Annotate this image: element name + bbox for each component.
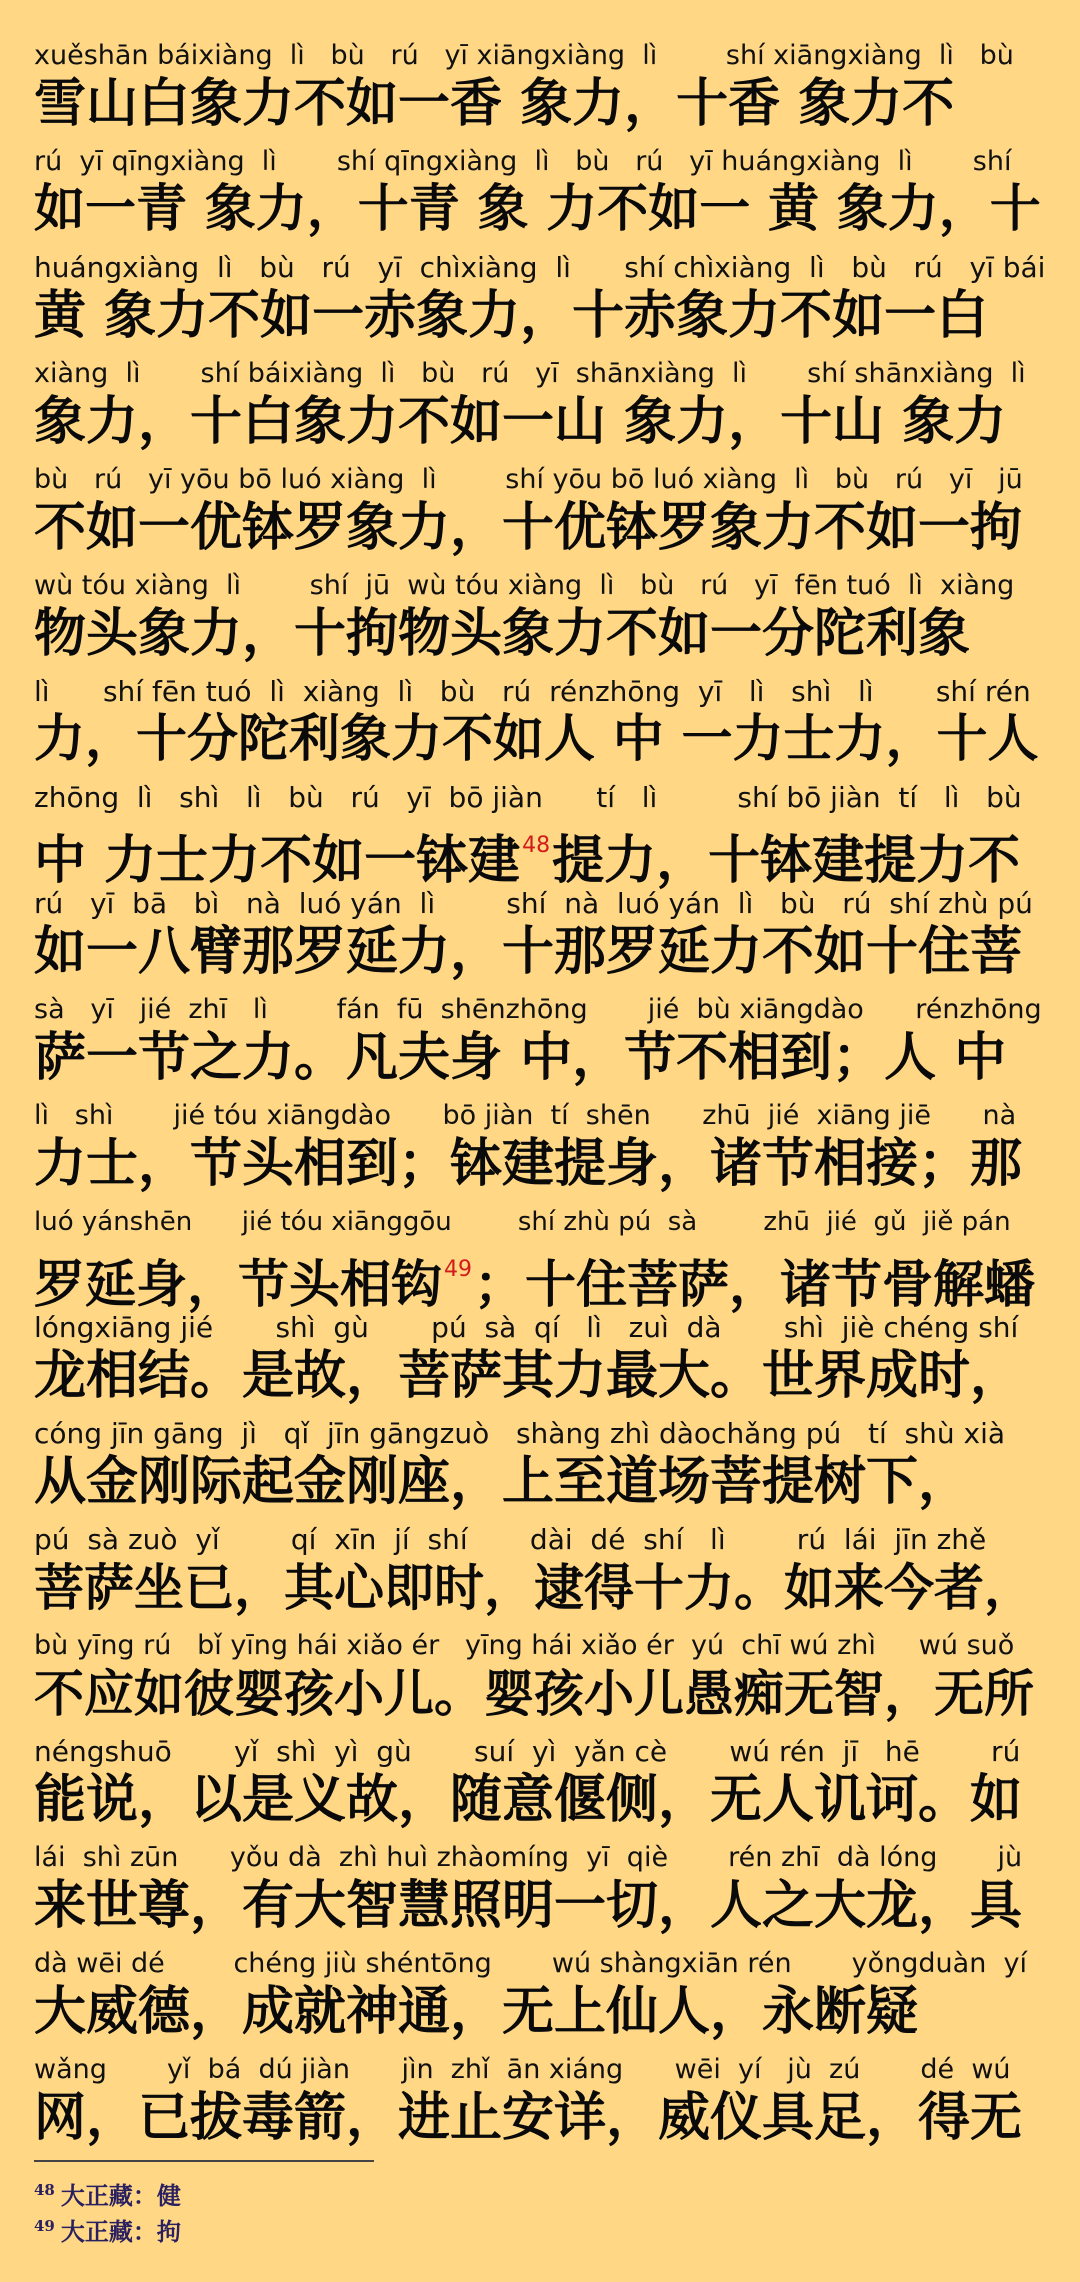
hanzi-line: [34, 1664, 1046, 1724]
text-line: [34, 780, 1046, 891]
hanzi-text: 不如一优钵罗象力，十优钵罗象力不如一拘: [34, 498, 1023, 558]
hanzi-text: 黄 象力不如一赤象力，十赤象力不如一白: [34, 286, 989, 346]
hanzi-text: 力，十分陀利象力不如人 中 一力士力，十人: [34, 710, 1039, 769]
pinyin-line: bù yīng rú bǐ yīng hái xiǎo ér yīng hái xiǎo ér yú chī wú zhì wú suǒ: [34, 1630, 1015, 1661]
pinyin-line: cóng jīn gāng jì qǐ jīn gāngzuò shàng zhì dàochǎng pú tí shù xià: [34, 1417, 1006, 1450]
text-line: [34, 1734, 1046, 1840]
hanzi-text-tail: 提力，十钵建提力不: [552, 831, 1021, 891]
footnote-text: 大正藏：拘: [60, 2217, 181, 2246]
hanzi-line: [34, 498, 1046, 558]
hanzi-text: 大威德，成就神通，无上仙人，永断疑: [34, 1982, 919, 2042]
hanzi-line: [34, 710, 1046, 770]
footnote-item: [34, 2208, 634, 2244]
hanzi-text: 菩萨坐已，其心即时，逮得十力。如来今者，: [34, 1559, 1034, 1617]
text-line: [34, 1416, 1046, 1522]
pinyin-line: zhōng lì shì lì bù rú yī bō jiàn tí lì shí bō jiàn tí lì bù: [34, 781, 1022, 814]
pinyin-line: luó yánshēn jié tóu xiānggōu shí zhù pú sà zhū jié gǔ jiě pán: [34, 1207, 1011, 1237]
pinyin-line: xiàng lì shí báixiàng lì bù rú yī shānxiàng lì shí shānxiàng lì: [34, 358, 1026, 389]
pinyin-line: lì shí fēn tuó lì xiàng lì bù rú rénzhōng yī lì shì lì shí rén: [34, 675, 1031, 708]
hanzi-text-tail: ；十住菩萨，诸节骨解蟠: [474, 1256, 1036, 1315]
text-line: [34, 886, 1046, 992]
hanzi-line: [34, 1134, 1046, 1194]
hanzi-text: 来世尊，有大智慧照明一切，人之大龙，具: [34, 1876, 1023, 1936]
hanzi-text: 物头象力，十拘物头象力不如一分陀利象: [34, 604, 971, 664]
hanzi-line: [34, 392, 1046, 452]
hanzi-line: [34, 816, 1046, 891]
hanzi-line: [34, 1982, 1046, 2042]
hanzi-line: [34, 1346, 1046, 1406]
pinyin-line: sà yī jié zhī lì fán fū shēnzhōng jié bù xiāngdào rénzhōng: [34, 994, 1042, 1025]
footnote-text: 大正藏：健: [60, 2181, 181, 2210]
text-line: [34, 568, 1046, 674]
footnote-number: 49: [34, 2217, 55, 2235]
hanzi-line: [34, 1558, 1046, 1618]
footnote-item: [34, 2172, 634, 2208]
text-line: [34, 674, 1046, 780]
footnote-marker[interactable]: 48: [522, 833, 551, 858]
hanzi-text: 网，已拔毒箭，进止安详，威仪具足，得无: [34, 2088, 1023, 2148]
text-line: [34, 1840, 1046, 1946]
text-line: [34, 356, 1046, 462]
pinyin-line: huángxiàng lì bù rú yī chìxiàng lì shí chìxiàng lì bù rú yī bái: [34, 251, 1046, 284]
pinyin-line: wǎng yǐ bá dú jiàn jìn zhǐ ān xiáng wēi yí jù zú dé wú: [34, 2054, 1011, 2085]
hanzi-line: [34, 180, 1046, 240]
hanzi-line: [34, 922, 1046, 982]
text-line: [34, 1628, 1046, 1734]
hanzi-line: [34, 2088, 1046, 2148]
text-line: [34, 1098, 1046, 1204]
footnote-marker[interactable]: 49: [444, 1257, 473, 1282]
hanzi-line: [34, 1876, 1046, 1936]
scripture-text: [34, 38, 1046, 2158]
hanzi-text: 如一八臂那罗延力，十那罗延力不如十住菩: [34, 922, 1023, 982]
text-line: [34, 2052, 1046, 2158]
pinyin-line: xuěshān báixiàng lì bù rú yī xiāngxiàng lì shí xiāngxiàng lì bù: [34, 40, 1014, 71]
text-line: [34, 992, 1046, 1098]
text-line: [34, 1204, 1046, 1315]
text-line: [34, 462, 1046, 568]
hanzi-line: [34, 1028, 1046, 1088]
hanzi-text: 不应如彼婴孩小儿。婴孩小儿愚痴无智，无所: [34, 1665, 1034, 1723]
hanzi-text: 象力，十白象力不如一山 象力，十山 象力: [34, 392, 1007, 452]
pinyin-line: néngshuō yǐ shì yì gù suí yì yǎn cè wú rén jī hē rú: [34, 1735, 1021, 1768]
hanzi-text: 雪山白象力不如一香 象力，十香 象力不: [34, 74, 955, 134]
hanzi-line: [34, 1452, 1046, 1512]
text-line: [34, 1946, 1046, 2052]
hanzi-line: [34, 604, 1046, 664]
pinyin-line: lóngxiāng jié shì gù pú sà qí lì zuì dà shì jiè chéng shí: [34, 1311, 1019, 1344]
pinyin-line: lái shì zūn yǒu dà zhì huì zhàomíng yī qiè rén zhī dà lóng jù: [34, 1842, 1023, 1873]
pinyin-line: dà wēi dé chéng jiù shéntōng wú shàngxiān rén yǒngduàn yí: [34, 1948, 1027, 1979]
pinyin-line: pú sà zuò yǐ qí xīn jí shí dài dé shí lì rú lái jīn zhě: [34, 1523, 987, 1556]
hanzi-line: [34, 1770, 1046, 1830]
hanzi-text: 中 力士力不如一钵建: [34, 831, 521, 891]
hanzi-text: 从金刚际起金刚座，上至道场菩提树下，: [34, 1452, 971, 1512]
hanzi-text: 能说，以是义故，随意偃侧，无人讥诃。如: [34, 1770, 1023, 1830]
pinyin-line: rú yī qīngxiàng lì shí qīngxiàng lì bù rú yī huángxiàng lì shí: [34, 146, 1012, 177]
pinyin-line: wù tóu xiàng lì shí jū wù tóu xiàng lì bù rú yī fēn tuó lì xiàng: [34, 570, 1015, 601]
footnote-divider: [34, 2160, 374, 2162]
hanzi-text: 罗延身，节头相钩: [34, 1256, 443, 1315]
text-line: [34, 1522, 1046, 1628]
hanzi-text: 如一青 象力，十青 象 力不如一 黄 象力，十: [34, 180, 1041, 239]
hanzi-text: 力士，节头相到；钵建提身，诸节相接；那: [34, 1134, 1023, 1194]
text-line: [34, 144, 1046, 250]
hanzi-line: [34, 1240, 1046, 1315]
text-line: [34, 38, 1046, 144]
hanzi-line: [34, 286, 1046, 346]
hanzi-text: 萨一节之力。凡夫身 中，节不相到；人 中: [34, 1028, 1007, 1088]
text-line: [34, 1310, 1046, 1416]
pinyin-line: lì shì jié tóu xiāngdào bō jiàn tí shēn zhū jié xiāng jiē nà: [34, 1100, 1017, 1131]
hanzi-line: [34, 74, 1046, 134]
text-line: [34, 250, 1046, 356]
hanzi-text: 龙相结。是故，菩萨其力最大。世界成时，: [34, 1346, 1023, 1406]
footnote-number: 48: [34, 2181, 55, 2199]
pinyin-line: rú yī bā bì nà luó yán lì shí nà luó yán lì bù rú shí zhù pú: [34, 887, 1033, 920]
footnotes: [34, 2172, 634, 2244]
pinyin-line: bù rú yī yōu bō luó xiàng lì shí yōu bō luó xiàng lì bù rú yī jū: [34, 464, 1023, 495]
